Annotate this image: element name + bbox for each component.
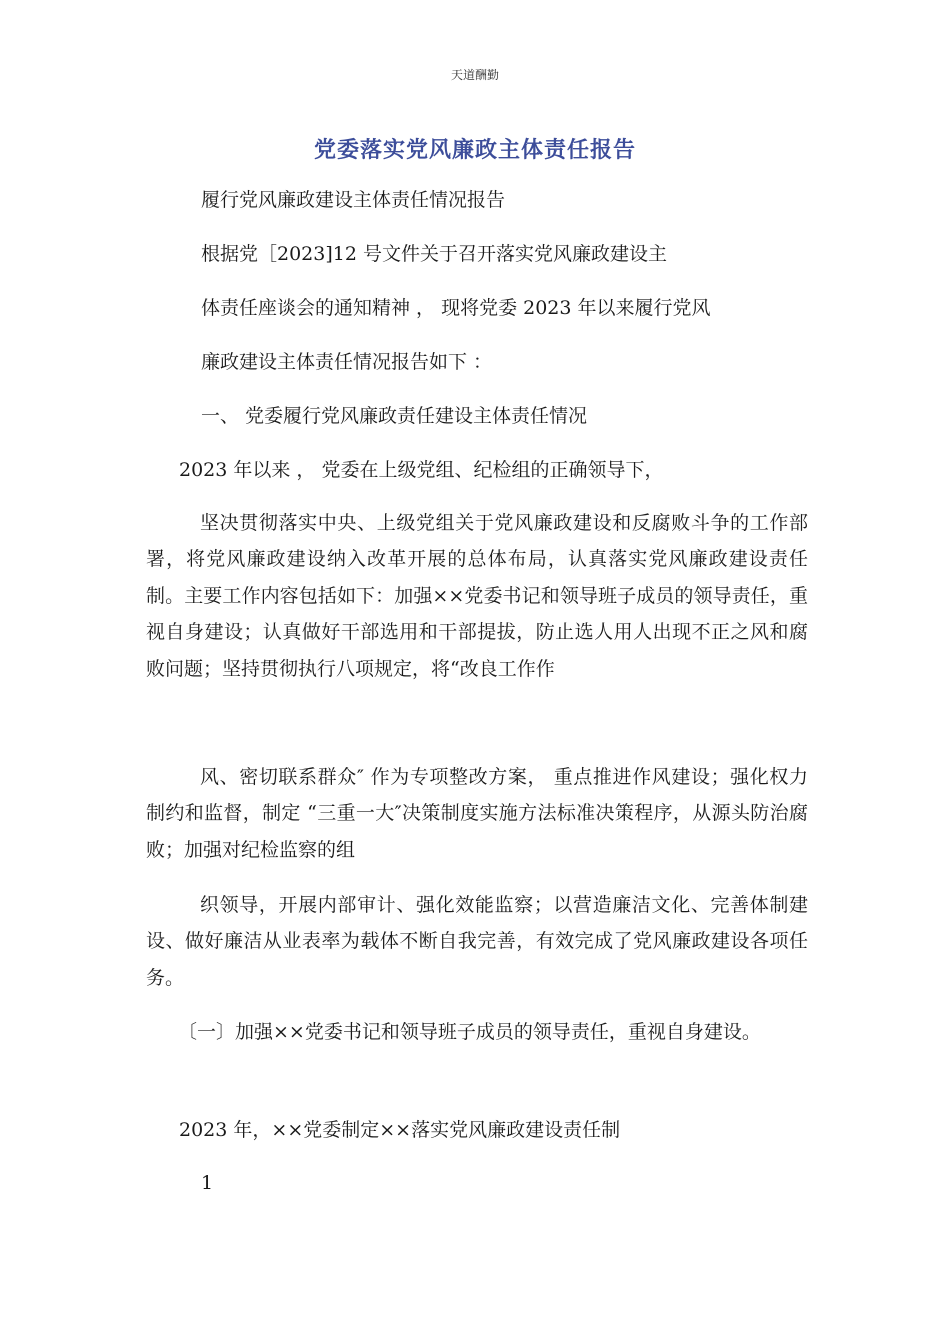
intro-line-1: 根据党［2023]12 号文件关于召开落实党风廉政建设主 (201, 243, 667, 265)
paragraph-4: 〔一〕加强××党委书记和领导班子成员的领导责任，重视自身建设。 (178, 1021, 761, 1043)
section-heading-1: 一、 党委履行党风廉政责任建设主体责任情况 (201, 405, 588, 427)
intro-line-3: 廉政建设主体责任情况报告如下 ： (201, 351, 493, 373)
page-number: 1 (201, 1172, 214, 1194)
paragraph-2: 风、密切联系群众″ 作为专项整改方案， 重点推进作风建设；强化权力制约和监督，制定 “三重一大″决策制度实施方法标准决策程序，从源头防治腐败；加强对纪检监察的组 (146, 766, 808, 861)
document-title: 党委落实党风廉政主体责任报告 (313, 138, 636, 163)
paragraph-1: 坚决贯彻落实中央、上级党组关于党风廉政建设和反腐败斗争的工作部署，将党风廉政建设纳入改革开展的总体布局，认真落实党风廉政建设责任制。主要工作内容包括如下：加强××党委书记和领导班子成员的领导责任，重视自身建设；认真做好干部选用和干部提拔，防止选人用人出现不正之风和腐败问题；坚持贯彻执行八项规定，将“改良工作作 (146, 512, 808, 680)
paragraph-3: 织领导，开展内部审计、强化效能监察；以营造廉洁文化、完善体制建设、做好廉洁从业表率为载体不断自我完善，有效完成了党风廉政建设各项任务。 (146, 894, 808, 989)
page-header: 天道酬勤 (450, 68, 499, 82)
last-line: 2023 年，××党委制定××落实党风廉政建设责任制 (179, 1119, 621, 1141)
since-2023-line: 2023 年以来 ， 党委在上级党组、纪检组的正确领导下， (179, 459, 664, 481)
intro-line-2: 体责任座谈会的通知精神 ， 现将党委 2023 年以来履行党风 (201, 297, 711, 319)
subtitle-line: 履行党风廉政建设主体责任情况报告 (201, 189, 506, 211)
